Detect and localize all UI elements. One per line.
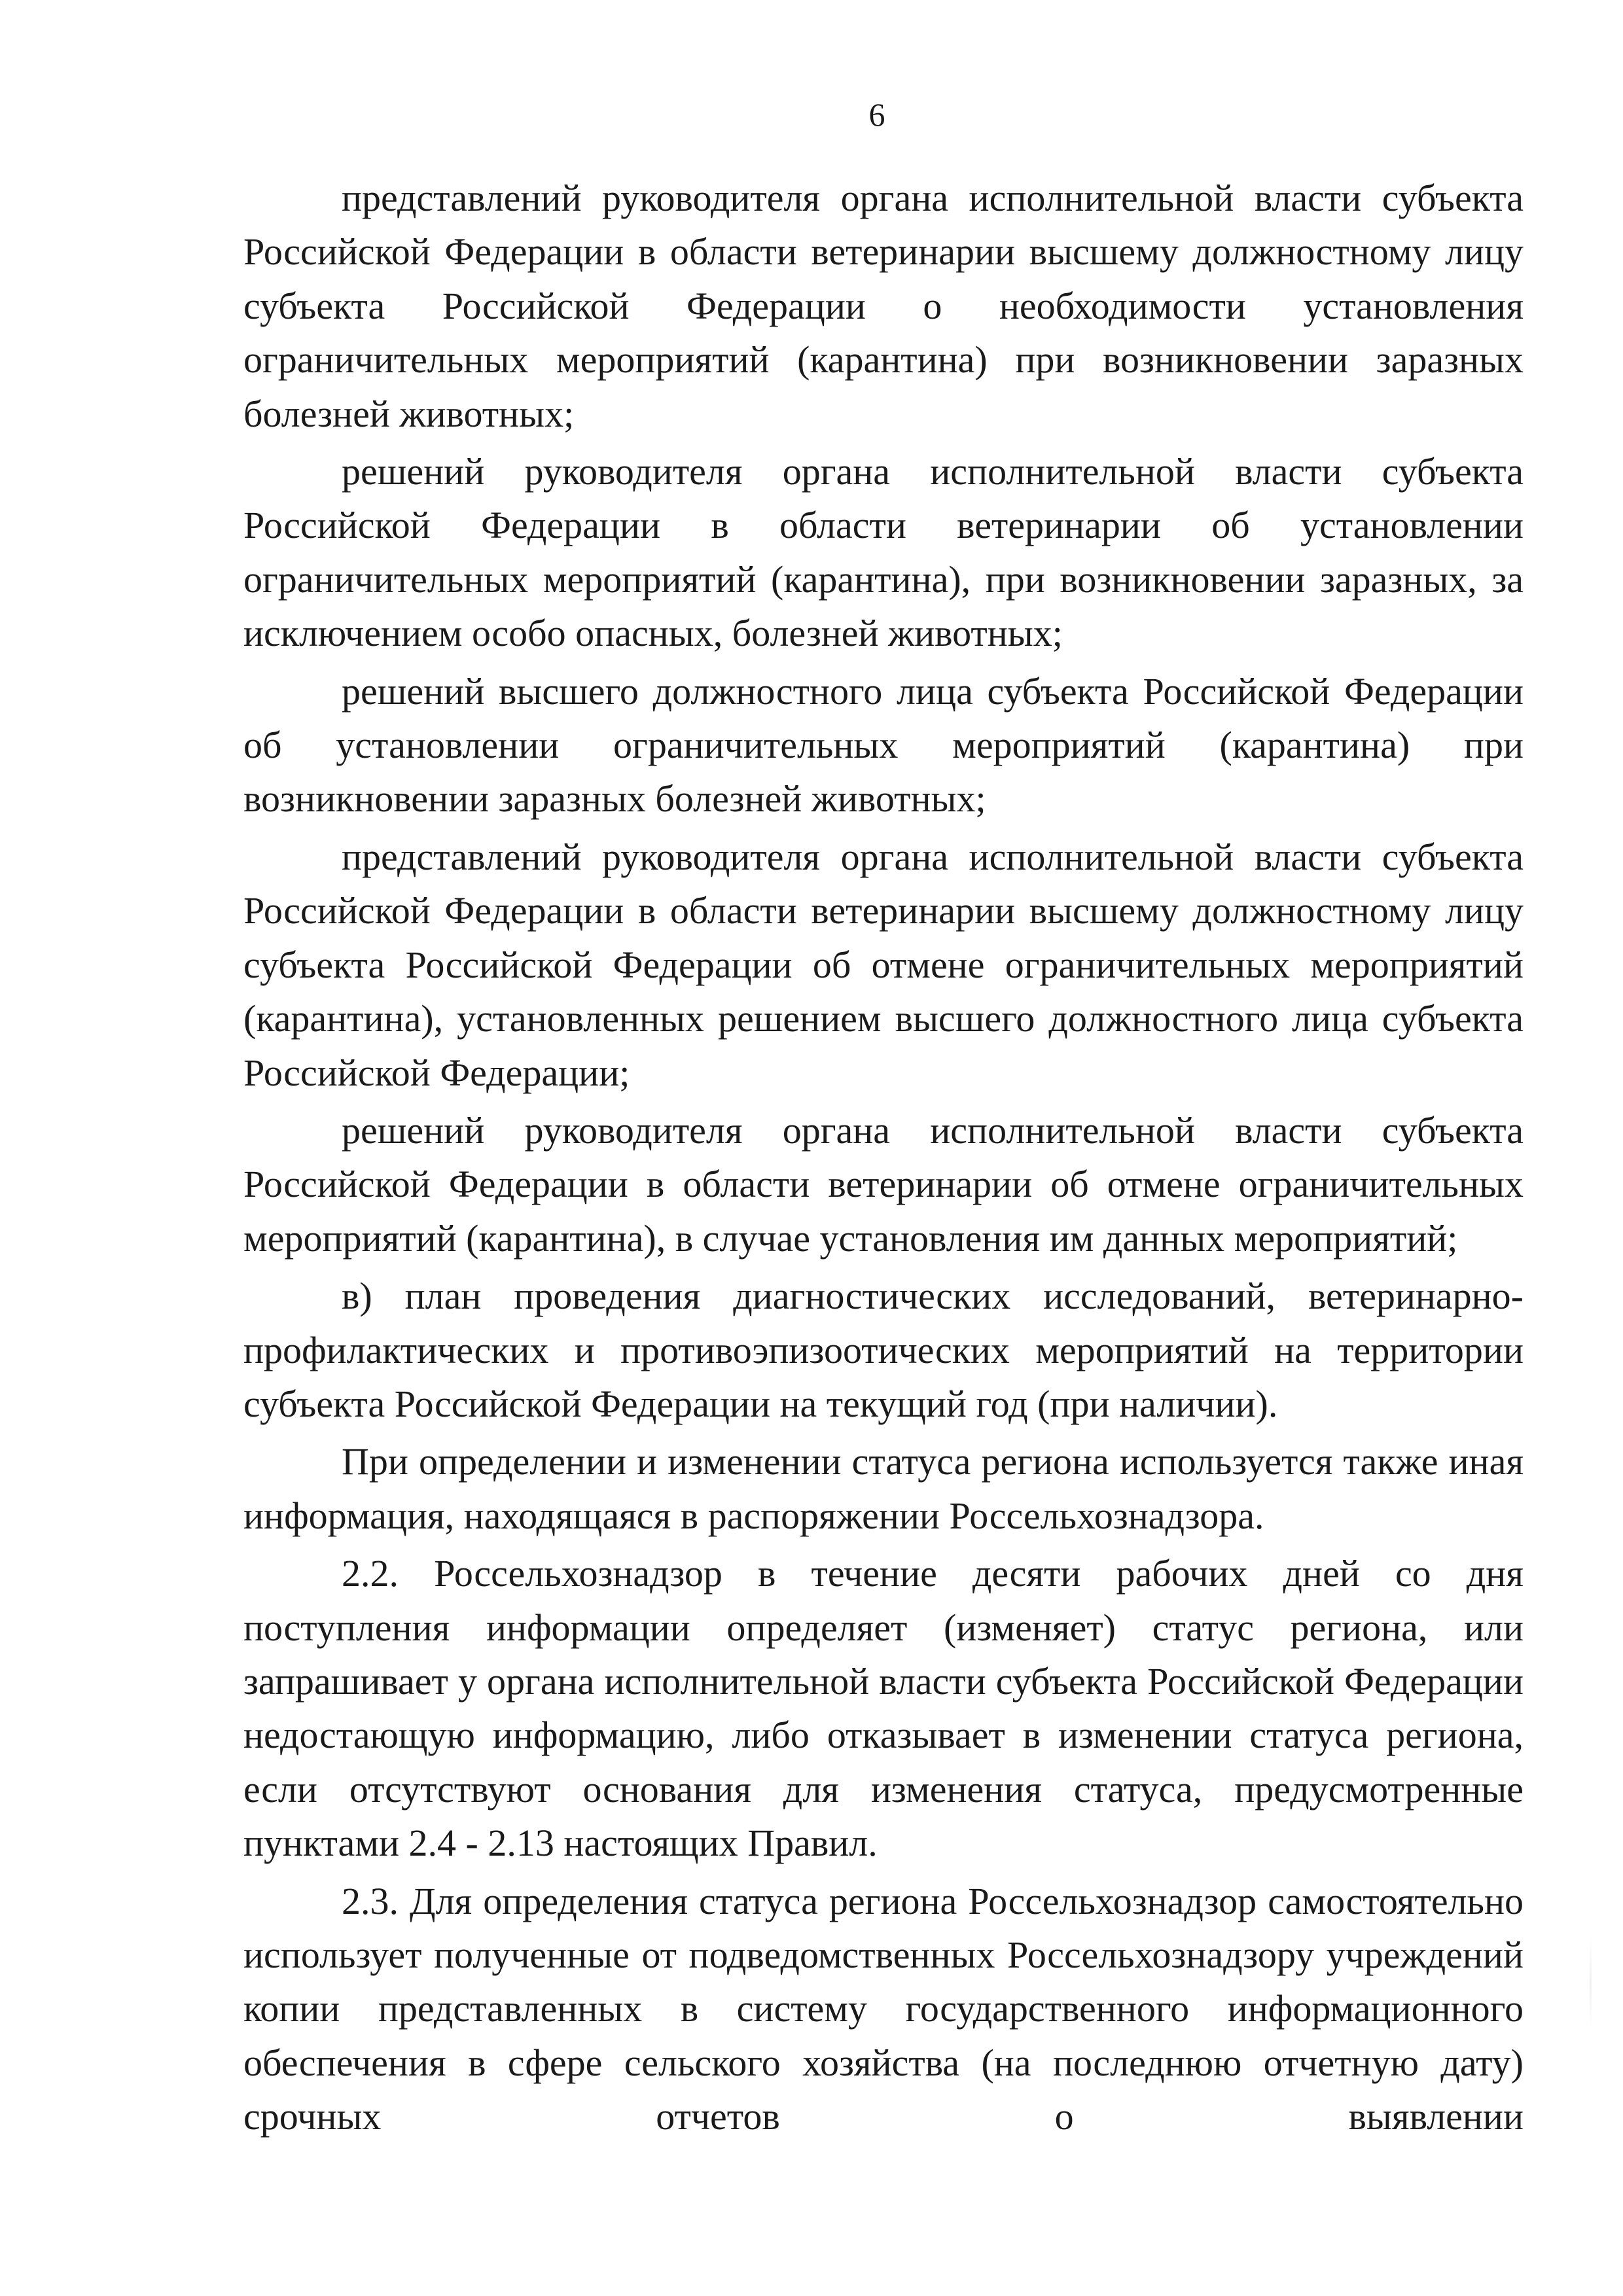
- paragraph: решений руководителя органа исполнительной власти субъекта Российской Федерации в области ветеринарии об отмене ограничительных мероприятий (карантина), в случае установления им данных мероприятий;: [243, 1108, 1524, 1260]
- paragraph: 2.2. Россельхознадзор в течение десяти рабочих дней со дня поступления информации определяет (изменяет) статус региона, или запрашивает у органа исполнительной власти субъекта Российской Федерации недостающую информацию, либо отказывает в изменении статуса региона, если отсутствуют основания для изменения статуса, предусмотренные пунктами 2.4 - 2.13 настоящих Правил.: [243, 1552, 1524, 1865]
- paragraph: При определении и изменении статуса региона используется также иная информация, находящаяся в распоряжении Россельхознадзора.: [243, 1440, 1524, 1537]
- paragraph: представлений руководителя органа исполнительной власти субъекта Российской Федерации в области ветеринарии высшему должностному лицу субъекта Российской Федерации о необходимости установления ограничительных мероприятий (карантина) при возникновении заразных болезней животных;: [243, 177, 1524, 435]
- paragraph: 2.3. Для определения статуса региона Россельхознадзор самостоятельно использует полученные от подведомственных Россельхознадзору учреждений копии представленных в систему государственного информационного обеспечения в сфере сельского хозяйства (на последнюю отчетную дату) срочных отчетов о выявлении: [243, 1879, 1524, 2138]
- document-body: [243, 171, 1524, 2148]
- page-number: 6: [868, 96, 885, 133]
- paragraph: в) план проведения диагностических исследований, ветеринарно-профилактических и противоэпизоотических мероприятий на территории субъекта Российской Федерации на текущий год (при наличии).: [243, 1275, 1524, 1425]
- scan-artifact: [1590, 1937, 1592, 2028]
- paragraph: решений высшего должностного лица субъекта Российской Федерации об установлении ограничительных мероприятий (карантина) при возникновении заразных болезней животных;: [243, 669, 1524, 821]
- paragraph: представлений руководителя органа исполнительной власти субъекта Российской Федерации в области ветеринарии высшему должностному лицу субъекта Российской Федерации об отмене ограничительных мероприятий (карантина), установленных решением высшего должностного лица субъекта Российской Федерации;: [243, 835, 1524, 1094]
- paragraph: решений руководителя органа исполнительной власти субъекта Российской Федерации в области ветеринарии об установлении ограничительных мероприятий (карантина), при возникновении заразных, за исключением особо опасных, болезней животных;: [243, 450, 1524, 655]
